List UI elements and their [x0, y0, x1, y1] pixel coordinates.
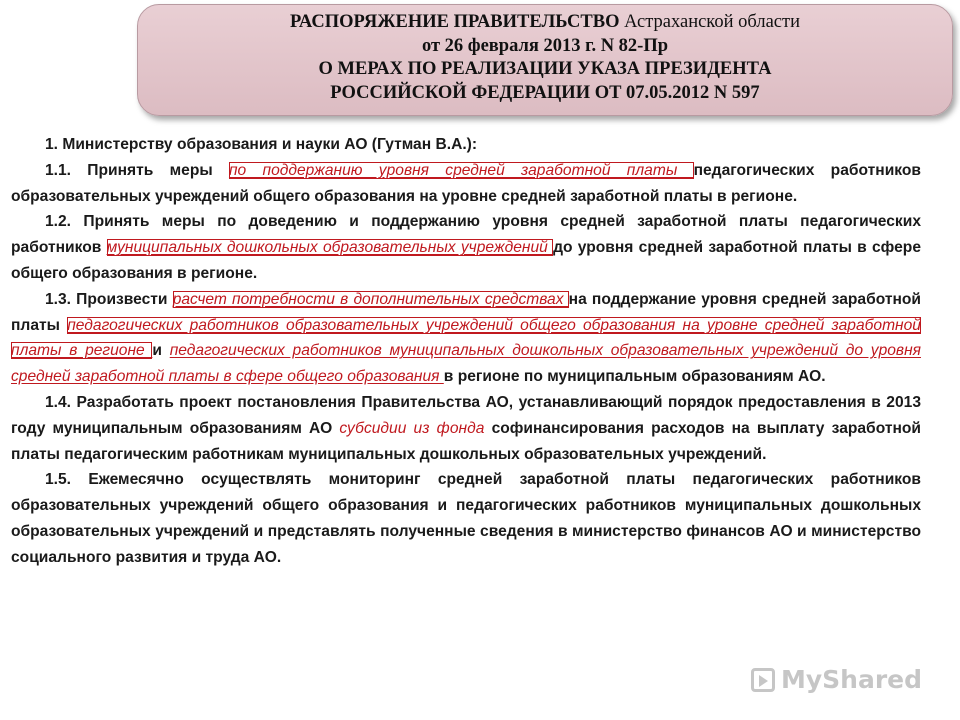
- title-line-2: от 26 февраля 2013 г. N 82-Пр: [421, 35, 669, 56]
- title-order-label: РАСПОРЯЖЕНИЕ ПРАВИТЕЛЬСТВО: [290, 12, 620, 32]
- paragraph-1-1-text-a: 1.1. Принять меры: [45, 161, 229, 179]
- watermark: [751, 665, 922, 694]
- paragraph-1-4-highlight: субсидии из фонда: [339, 419, 485, 437]
- document-body: [11, 132, 921, 571]
- paragraph-1-2: [11, 209, 921, 286]
- title-line-3: О МЕРАХ ПО РЕАЛИЗАЦИИ УКАЗА ПРЕЗИДЕНТА: [318, 59, 772, 79]
- paragraph-1-3-text-d: в регионе по муниципальным образованиям АО.: [443, 368, 826, 386]
- document-title-box: [137, 4, 953, 116]
- paragraph-1-1: [11, 158, 921, 210]
- paragraph-1-2-text-b: до уровня средней заработной платы в сфере общего образования в регионе.: [11, 239, 921, 282]
- paragraph-1-3-text-b: на поддержание уровня средней заработной платы: [11, 290, 921, 334]
- paragraph-1-3-highlight-2: педагогических работников образовательных учреждений общего образования на уровне средней заработной платы в регионе: [11, 316, 921, 360]
- paragraph-1: 1. Министерству образования и науки АО (Гутман В.А.):: [45, 136, 478, 153]
- paragraph-1-4: [11, 390, 921, 467]
- paragraph-1-2-text-a: 1.2. Принять меры по доведению и поддержанию уровня средней заработной платы педагогических работников: [11, 213, 921, 257]
- title-region: Астраханской области: [624, 12, 800, 32]
- paragraph-1-2-highlight: муниципальных дошкольных образовательных учреждений: [106, 239, 554, 257]
- paragraph-1-3-text-a: 1.3. Произвести: [45, 290, 173, 308]
- paragraph-1-4-text-a: 1.4. Разработать проект постановления Правительства АО, устанавливающий порядок предоставления в 2013 году муниципальным образованиям АО: [11, 393, 921, 437]
- paragraph-1-1-text-b: педагогических работников образовательных учреждений общего образования на уровне средней заработной платы в регионе.: [11, 161, 921, 205]
- paragraph-1-3: [11, 287, 921, 390]
- paragraph-1-1-highlight: по поддержанию уровня средней заработной платы: [228, 161, 694, 179]
- title-line-4: РОССИЙСКОЙ ФЕДЕРАЦИИ ОТ 07.05.2012 N 597: [330, 82, 760, 103]
- paragraph-1-3-highlight-1: расчет потребности в дополнительных средствах: [172, 290, 569, 308]
- paragraph-1-3-text-c: и: [152, 342, 170, 360]
- paragraph-1-5: 1.5. Ежемесячно осуществлять мониторинг средней заработной платы педагогических работников образовательных учреждений общего образования и педагогических работников муниципальных дошкольных образовательных учреждений и представлять полученные сведения в министерство финансов АО и министерство социального развития и труда АО.: [11, 471, 921, 566]
- paragraph-1-4-text-b: софинансирования расходов на выплату заработной платы педагогическим работникам муниципальных дошкольных образовательных учреждений.: [11, 419, 921, 463]
- watermark-text: MyShared: [780, 665, 922, 694]
- play-box-icon: [751, 668, 775, 692]
- title-line-1: [138, 11, 952, 35]
- paragraph-1-3-highlight-3: педагогических работников муниципальных дошкольных образовательных учреждений до уровня средней заработной платы в сфере общего образования: [11, 342, 921, 386]
